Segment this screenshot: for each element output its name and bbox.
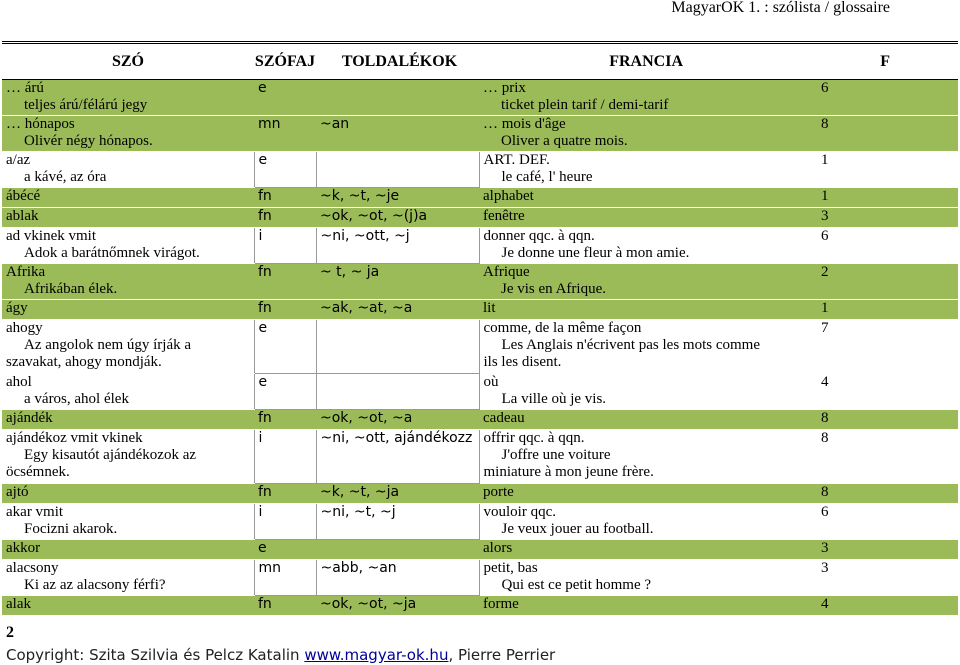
headword: alacsony: [6, 560, 59, 576]
word-class-cell: [254, 504, 316, 540]
word-class-cell: [254, 80, 316, 116]
suffixes: ~ni, ~t, ~j: [320, 504, 396, 520]
hungarian-example: Ki az az alacsony férfi?: [24, 577, 166, 593]
word-class-cell: [254, 410, 316, 430]
french-translation: fenêtre: [483, 208, 525, 224]
frequency: 4: [821, 596, 829, 612]
suffixes-cell: [316, 560, 479, 596]
headword: ábécé: [6, 188, 41, 204]
word-class-cell: [254, 484, 316, 504]
headword: ahogy: [6, 320, 43, 336]
table-row: [2, 320, 958, 374]
word-cell: [2, 300, 254, 320]
suffixes-cell: [316, 228, 479, 264]
word-class: fn: [258, 188, 272, 204]
word-class: i: [258, 228, 263, 244]
word-class-cell: [254, 264, 316, 300]
hungarian-example: a kávé, az óra: [24, 169, 107, 185]
frequency-cell: [809, 228, 958, 264]
french-example: Qui est ce petit homme ?: [501, 577, 652, 593]
french-translation: Afrique: [483, 264, 530, 280]
suffixes-cell: [316, 430, 479, 484]
frequency-cell: [809, 596, 958, 616]
word-class-cell: [254, 320, 316, 374]
frequency-cell: [809, 560, 958, 596]
table-header-row: [2, 44, 958, 80]
col-header-toldalekok: TOLDALÉKOK: [341, 52, 458, 70]
frequency-cell: [809, 540, 958, 560]
suffixes: ~k, ~t, ~je: [320, 188, 400, 204]
table-row: [2, 484, 958, 504]
suffixes-cell: [316, 208, 479, 228]
word-cell: [2, 374, 254, 410]
french-example: J'offre une voiture: [501, 447, 611, 463]
french-cell: [479, 320, 809, 374]
table-row: [2, 560, 958, 596]
table-row: [2, 504, 958, 540]
frequency-cell: [809, 410, 958, 430]
french-translation: donner qqc. à qqn.: [483, 228, 595, 244]
suffixes-cell: [316, 596, 479, 616]
table-row: [2, 116, 958, 152]
french-cell: [479, 540, 809, 560]
word-cell: [2, 208, 254, 228]
table-row: [2, 208, 958, 228]
word-class-cell: [254, 430, 316, 484]
word-class: e: [258, 374, 268, 390]
french-translation: … prix: [483, 80, 526, 96]
hungarian-example: Egy kisautót ajándékozok az: [24, 447, 197, 463]
french-cell: [479, 560, 809, 596]
col-header-francia: FRANCIA: [609, 52, 683, 70]
word-cell: [2, 540, 254, 560]
frequency-cell: [809, 300, 958, 320]
suffixes-cell: [316, 264, 479, 300]
french-cell: [479, 484, 809, 504]
suffixes-cell: [316, 374, 479, 410]
website-link[interactable]: www.magyar-ok.hu: [304, 646, 449, 664]
word-cell: [2, 410, 254, 430]
word-class: mn: [258, 116, 281, 132]
french-example: ticket plein tarif / demi-tarif: [501, 97, 669, 113]
suffixes: ~ t, ~ ja: [320, 264, 380, 280]
frequency: 3: [821, 540, 829, 556]
suffixes: ~an: [320, 116, 350, 132]
table-row: [2, 540, 958, 560]
french-cell: [479, 152, 809, 188]
word-class-cell: [254, 540, 316, 560]
french-example: le café, l' heure: [501, 169, 593, 185]
table-row: [2, 188, 958, 208]
word-class-cell: [254, 188, 316, 208]
word-class: fn: [258, 484, 272, 500]
word-class-cell: [254, 300, 316, 320]
suffixes: ~ok, ~ot, ~(j)a: [320, 208, 428, 224]
word-cell: [2, 152, 254, 188]
french-cell: [479, 300, 809, 320]
french-example-continued: ils les disent.: [483, 354, 562, 370]
hungarian-example: teljes árú/félárú jegy: [24, 97, 148, 113]
french-cell: [479, 228, 809, 264]
word-cell: [2, 484, 254, 504]
word-cell: [2, 264, 254, 300]
frequency: 1: [821, 188, 829, 204]
word-class-cell: [254, 560, 316, 596]
suffixes-cell: [316, 540, 479, 560]
frequency-cell: [809, 152, 958, 188]
word-class: e: [258, 540, 267, 556]
headword: … árú: [6, 80, 44, 96]
word-cell: [2, 504, 254, 540]
word-class-cell: [254, 116, 316, 152]
col-header-szofaj: SZÓFAJ: [254, 52, 316, 70]
frequency-cell: [809, 264, 958, 300]
french-example: La ville où je vis.: [501, 391, 607, 407]
hungarian-example-continued: szavakat, ahogy mondják.: [6, 354, 162, 370]
suffixes-cell: [316, 116, 479, 152]
table-row: [2, 152, 958, 188]
frequency: 8: [821, 116, 829, 132]
document-header-title: MagyarOK 1. : szólista / glossaire: [671, 0, 890, 16]
suffixes: ~abb, ~an: [320, 560, 397, 576]
frequency-cell: [809, 320, 958, 374]
frequency-cell: [809, 80, 958, 116]
french-translation: cadeau: [483, 410, 525, 426]
frequency: 8: [821, 410, 829, 426]
french-translation: vouloir qqc.: [483, 504, 556, 520]
french-cell: [479, 374, 809, 410]
frequency: 2: [821, 264, 829, 280]
word-class-cell: [254, 374, 316, 410]
word-class: mn: [258, 560, 282, 576]
frequency-cell: [809, 484, 958, 504]
copyright-suffix: , Pierre Perrier: [448, 646, 556, 664]
headword: ajtó: [6, 484, 29, 500]
word-class: fn: [258, 264, 272, 280]
word-class: fn: [258, 596, 272, 612]
word-cell: [2, 430, 254, 484]
suffixes: ~ni, ~ott, ajándékozz: [320, 430, 473, 446]
french-example-continued: miniature à mon jeune frère.: [483, 464, 654, 480]
suffixes: ~k, ~t, ~ja: [320, 484, 400, 500]
word-class: e: [258, 152, 268, 168]
headword: ágy: [6, 300, 28, 316]
frequency-cell: [809, 208, 958, 228]
frequency: 7: [821, 320, 829, 336]
french-translation: petit, bas: [483, 560, 538, 576]
frequency: 3: [821, 560, 829, 576]
headword: ahol: [6, 374, 32, 390]
word-class-cell: [254, 228, 316, 264]
headword: akkor: [6, 540, 41, 556]
french-cell: [479, 410, 809, 430]
suffixes-cell: [316, 80, 479, 116]
headword: ajándék: [6, 410, 53, 426]
col-header-szo: SZÓ: [111, 52, 144, 70]
word-cell: [2, 188, 254, 208]
word-class: e: [258, 320, 268, 336]
frequency: 8: [821, 484, 829, 500]
french-translation: alphabet: [483, 188, 534, 204]
word-class-cell: [254, 152, 316, 188]
suffixes: ~ok, ~ot, ~a: [320, 410, 413, 426]
header-rule: [2, 41, 958, 42]
french-cell: [479, 188, 809, 208]
hungarian-example: Afrikában élek.: [24, 281, 118, 297]
word-class: fn: [258, 410, 272, 426]
headword: Afrika: [6, 264, 46, 280]
frequency: 1: [821, 300, 829, 316]
french-example: Les Anglais n'écrivent pas les mots comme: [501, 337, 760, 353]
copyright-footer: [6, 646, 555, 664]
word-class: i: [258, 504, 263, 520]
table-row: [2, 264, 958, 300]
word-cell: [2, 560, 254, 596]
frequency: 6: [821, 80, 829, 96]
suffixes: ~ak, ~at, ~a: [320, 300, 413, 316]
french-example: Oliver a quatre mois.: [501, 133, 628, 149]
french-cell: [479, 116, 809, 152]
french-translation: … mois d'âge: [483, 116, 566, 132]
word-cell: [2, 596, 254, 616]
frequency: 3: [821, 208, 829, 224]
frequency-cell: [809, 430, 958, 484]
suffixes-cell: [316, 320, 479, 374]
word-class: i: [258, 430, 263, 446]
french-translation: offrir qqc. à qqn.: [483, 430, 585, 446]
frequency: 6: [821, 228, 829, 244]
frequency: 8: [821, 430, 829, 446]
french-cell: [479, 264, 809, 300]
french-cell: [479, 208, 809, 228]
french-example: Je donne une fleur à mon amie.: [501, 245, 690, 261]
hungarian-example: a város, ahol élek: [24, 391, 129, 407]
french-cell: [479, 504, 809, 540]
headword: a/az: [6, 152, 31, 168]
suffixes-cell: [316, 188, 479, 208]
table-row: [2, 374, 958, 410]
suffixes-cell: [316, 152, 479, 188]
table-row: [2, 596, 958, 616]
headword: ajándékoz vmit vkinek: [6, 430, 143, 446]
suffixes-cell: [316, 300, 479, 320]
page-number: 2: [6, 624, 14, 641]
suffixes: ~ok, ~ot, ~ja: [320, 596, 417, 612]
copyright-prefix: Copyright: Szita Szilvia és Pelcz Katalin: [6, 646, 305, 664]
french-cell: [479, 596, 809, 616]
suffixes-cell: [316, 504, 479, 540]
french-translation: où: [483, 374, 499, 390]
word-class-cell: [254, 208, 316, 228]
glossary-body: [2, 80, 958, 616]
french-translation: comme, de la même façon: [483, 320, 642, 336]
table-row: [2, 228, 958, 264]
word-class: fn: [258, 300, 272, 316]
table-row: [2, 300, 958, 320]
frequency-cell: [809, 504, 958, 540]
frequency-cell: [809, 374, 958, 410]
table-row: [2, 410, 958, 430]
hungarian-example: Olivér négy hónapos.: [24, 133, 153, 149]
word-class-cell: [254, 596, 316, 616]
suffixes-cell: [316, 410, 479, 430]
french-cell: [479, 80, 809, 116]
word-cell: [2, 116, 254, 152]
suffixes-cell: [316, 484, 479, 504]
hungarian-example: Adok a barátnőmnek virágot.: [24, 245, 200, 261]
french-translation: forme: [483, 596, 519, 612]
frequency-cell: [809, 188, 958, 208]
french-cell: [479, 430, 809, 484]
french-translation: alors: [483, 540, 513, 556]
headword: ablak: [6, 208, 39, 224]
word-class: fn: [258, 208, 272, 224]
suffixes: ~ni, ~ott, ~j: [320, 228, 410, 244]
hungarian-example: Az angolok nem úgy írják a: [24, 337, 192, 353]
glossary-table: [2, 43, 958, 616]
french-translation: ART. DEF.: [483, 152, 550, 168]
headword: akar vmit: [6, 504, 64, 520]
headword: ad vkinek vmit: [6, 228, 96, 244]
frequency: 4: [821, 374, 829, 390]
col-header-f: F: [880, 52, 890, 70]
french-example: Je veux jouer au football.: [501, 521, 654, 537]
table-row: [2, 430, 958, 484]
word-cell: [2, 228, 254, 264]
headword: … hónapos: [6, 116, 75, 132]
hungarian-example: Focizni akarok.: [24, 521, 118, 537]
table-row: [2, 80, 958, 116]
headword: alak: [6, 596, 31, 612]
word-cell: [2, 320, 254, 374]
hungarian-example-continued: öcsémnek.: [6, 464, 70, 480]
french-translation: lit: [483, 300, 496, 316]
frequency: 1: [821, 152, 829, 168]
frequency-cell: [809, 116, 958, 152]
word-cell: [2, 80, 254, 116]
french-translation: porte: [483, 484, 514, 500]
frequency: 6: [821, 504, 829, 520]
word-class: e: [258, 80, 267, 96]
french-example: Je vis en Afrique.: [501, 281, 606, 297]
